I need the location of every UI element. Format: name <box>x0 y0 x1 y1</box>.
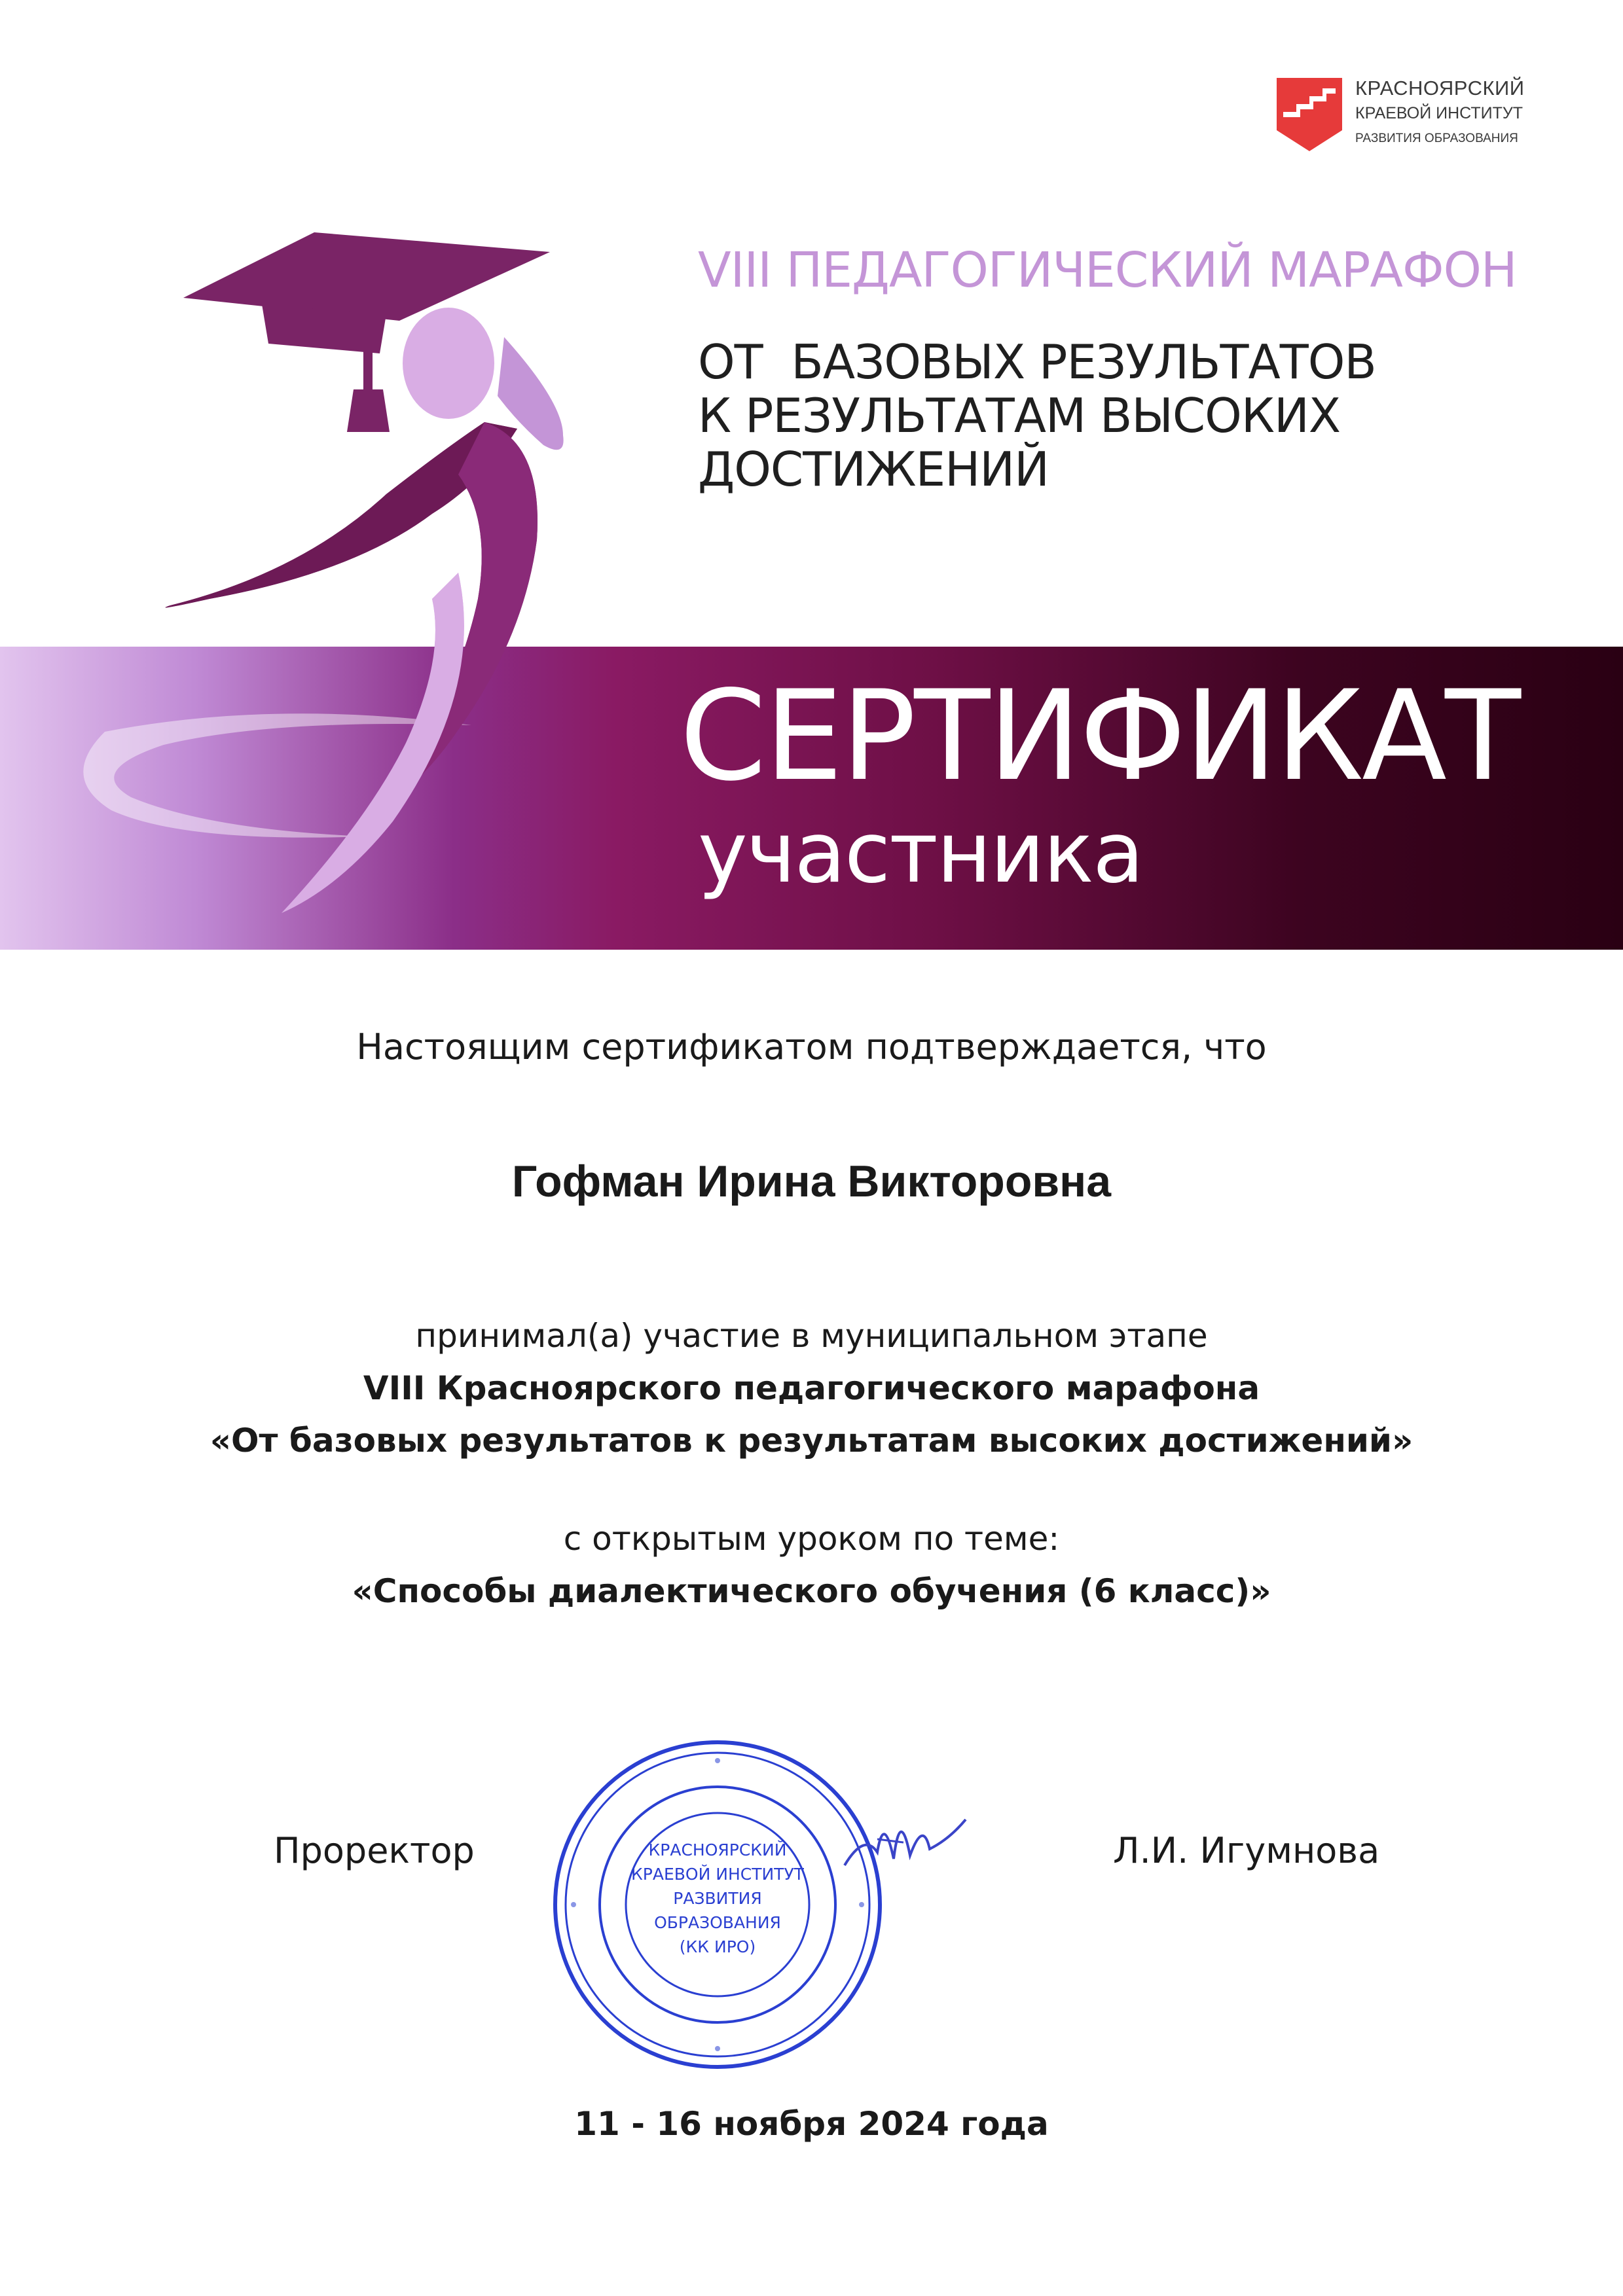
stamp-line-5: (КК ИРО) <box>679 1937 756 1956</box>
signer-name: Л.И. Игумнова <box>1113 1830 1380 1871</box>
event-dates: 11 - 16 ноября 2024 года <box>574 2105 1049 2143</box>
logo-shield-icon <box>1277 78 1342 151</box>
marathon-quote: «От базовых результатов к результатам высоких достижений» <box>210 1422 1413 1460</box>
stamp-line-2: КРАЕВОЙ ИНСТИТУТ <box>631 1865 804 1884</box>
marathon-subtitle <box>698 335 1376 496</box>
institute-logo <box>1277 75 1565 154</box>
lesson-text: с открытым уроком по теме: <box>563 1520 1060 1558</box>
stamp-line-1: КРАСНОЯРСКИЙ <box>648 1840 787 1859</box>
logo-line-1: КРАСНОЯРСКИЙ <box>1355 77 1525 99</box>
signer-role: Проректор <box>274 1830 475 1871</box>
recipient-name: Гофман Ирина Викторовна <box>511 1157 1112 1206</box>
figure-overlay-decoration <box>92 232 589 978</box>
logo-line-2: КРАЕВОЙ ИНСТИТУТ <box>1355 104 1523 122</box>
subtitle-line-3: ДОСТИЖЕНИЙ <box>698 442 1049 497</box>
subtitle-line-2: К РЕЗУЛЬТАТАМ ВЫСОКИХ <box>698 388 1341 443</box>
marathon-name: VIII Красноярского педагогического марафона <box>363 1369 1260 1407</box>
certificate-title: СЕРТИФИКАТ <box>680 664 1520 808</box>
certificate-subtitle: участника <box>698 804 1143 902</box>
handwritten-signature <box>838 1793 969 1892</box>
subtitle-line-1: ОТ БАЗОВЫХ РЕЗУЛЬТАТОВ <box>698 334 1376 389</box>
participation-text: принимал(а) участие в муниципальном этапе <box>415 1317 1208 1355</box>
official-stamp <box>547 1734 888 2075</box>
marathon-title: VIII ПЕДАГОГИЧЕСКИЙ МАРАФОН <box>698 242 1517 298</box>
logo-line-3: РАЗВИТИЯ ОБРАЗОВАНИЯ <box>1355 132 1518 145</box>
confirm-text: Настоящим сертификатом подтверждается, что <box>356 1026 1267 1067</box>
lesson-topic: «Способы диалектического обучения (6 класс)» <box>352 1572 1271 1610</box>
stamp-line-3: РАЗВИТИЯ <box>673 1889 762 1908</box>
stamp-line-4: ОБРАЗОВАНИЯ <box>654 1913 781 1932</box>
